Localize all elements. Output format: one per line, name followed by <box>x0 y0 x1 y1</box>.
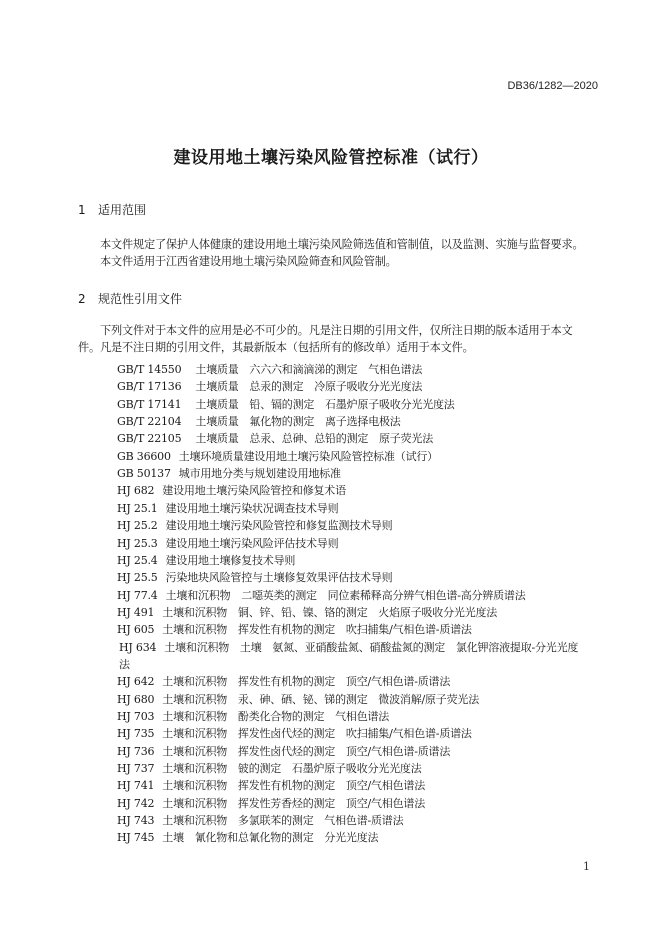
reference-code: HJ 642 <box>117 675 155 689</box>
reference-item <box>117 812 403 828</box>
reference-code: HJ 680 <box>117 692 155 706</box>
reference-code: GB 36600 <box>117 449 171 463</box>
reference-title: 土壤和沉积物 汞、砷、硒、铋、锑的测定 微波消解/原子荧光法 <box>162 692 480 706</box>
reference-title: 城市用地分类与规划建设用地标准 <box>178 467 341 481</box>
reference-item <box>117 430 433 446</box>
reference-item <box>117 604 497 620</box>
reference-title: 土壤环境质量建设用地土壤污染风险管控标准（试行） <box>178 449 438 463</box>
paragraph-scope-2: 本文件适用于江西省建设用地土壤污染风险筛查和风险管制。 <box>100 255 397 268</box>
reference-title: 建设用地土壤污染风险管控和修复术语 <box>162 484 346 498</box>
reference-item <box>117 673 450 689</box>
section-heading-1 <box>78 201 146 218</box>
section-number: 1 <box>78 203 86 217</box>
reference-item <box>117 569 392 585</box>
reference-title: 土壤质量 总汞的测定 冷原子吸收分光光度法 <box>195 380 423 394</box>
paragraph-references-intro-1: 下列文件对于本文件的应用是必不可少的。凡是注日期的引用文件，仅所注日期的版本适用于本文 <box>100 324 573 337</box>
reference-item <box>117 829 378 845</box>
reference-item <box>117 760 422 776</box>
reference-code: HJ 25.1 <box>117 501 158 515</box>
reference-code: HJ 741 <box>117 779 155 793</box>
reference-code: HJ 737 <box>117 762 155 776</box>
reference-title: 土壤和沉积物 挥发性有机物的测定 顶空/气相色谱-质谱法 <box>162 675 451 689</box>
reference-title: 土壤质量 六六六和滴滴涕的测定 气相色谱法 <box>195 363 423 376</box>
reference-item <box>117 517 392 533</box>
reference-code: HJ 25.5 <box>117 571 158 585</box>
reference-code: HJ 682 <box>117 484 155 498</box>
reference-item <box>117 552 295 568</box>
reference-code: HJ 703 <box>117 710 155 723</box>
reference-code: HJ 25.3 <box>117 536 158 550</box>
reference-title: 土壤和沉积物 挥发性卤代烃的测定 顶空/气相色谱-质谱法 <box>162 744 451 758</box>
reference-title: 土壤和沉积物 多氯联苯的测定 气相色谱-质谱法 <box>162 814 404 828</box>
section-title: 规范性引用文件 <box>98 292 183 306</box>
reference-title: 土壤质量 铅、镉的测定 石墨炉原子吸收分光光度法 <box>195 397 455 411</box>
reference-item <box>117 587 526 603</box>
reference-code: HJ 743 <box>117 814 155 828</box>
reference-title: 土壤和沉积物 铍的测定 石墨炉原子吸收分光光度法 <box>162 762 422 776</box>
reference-code: HJ 25.2 <box>117 519 158 533</box>
reference-title-continuation: 法 <box>119 657 130 671</box>
reference-title: 土壤和沉积物 挥发性卤代烃的测定 吹扫捕集/气相色谱-质谱法 <box>162 727 472 741</box>
reference-item <box>117 777 425 793</box>
reference-code: GB 50137 <box>117 467 171 481</box>
reference-title: 土壤质量 总汞、总砷、总铅的测定 原子荧光法 <box>195 432 434 446</box>
reference-code: GB/T 17141 <box>117 397 182 411</box>
reference-code: HJ 735 <box>117 727 155 741</box>
reference-code: HJ 605 <box>117 623 155 637</box>
reference-title: 土壤和沉积物 铜、锌、铅、镍、铬的测定 火焰原子吸收分光光度法 <box>162 605 498 619</box>
paragraph-scope-1: 本文件规定了保护人体健康的建设用地土壤污染风险筛选值和管制值，以及监测、实施与监督要求。 <box>100 238 584 251</box>
reference-title: 建设用地土壤污染风险评估技术导则 <box>165 536 339 550</box>
reference-item <box>117 448 438 464</box>
reference-title: 土壤和沉积物 挥发性有机物的测定 吹扫捕集/气相色谱-质谱法 <box>162 623 472 637</box>
reference-code: HJ 742 <box>117 796 155 810</box>
section-heading-2 <box>78 290 182 307</box>
reference-title: 土壤和沉积物 酚类化合物的测定 气相色谱法 <box>162 710 390 723</box>
reference-item <box>117 465 341 481</box>
reference-item <box>117 500 338 516</box>
paragraph-references-intro-2: 件。凡是不注日期的引用文件，其最新版本（包括所有的修改单）适用于本文件。 <box>78 341 474 354</box>
reference-title: 土壤和沉积物 挥发性有机物的测定 顶空/气相色谱法 <box>162 779 426 793</box>
reference-title: 土壤 氰化物和总氰化物的测定 分光光度法 <box>162 831 379 845</box>
reference-item <box>119 639 578 655</box>
section-title: 适用范围 <box>98 203 147 217</box>
page-number: 1 <box>583 860 590 873</box>
reference-code: HJ 745 <box>117 831 155 845</box>
reference-code: GB/T 14550 <box>117 363 182 376</box>
reference-code: HJ 491 <box>117 605 155 619</box>
reference-code: HJ 77.4 <box>117 588 158 602</box>
reference-title: 污染地块风险管控与土壤修复效果评估技术导则 <box>165 571 393 585</box>
reference-item <box>117 743 450 759</box>
reference-title: 土壤质量 氟化物的测定 离子选择电极法 <box>195 415 401 429</box>
reference-code: HJ 25.4 <box>117 553 158 567</box>
reference-title: 土壤和沉积物 挥发性芳香烃的测定 顶空/气相色谱法 <box>162 796 426 810</box>
reference-title: 建设用地土壤污染风险管控和修复监测技术导则 <box>165 519 393 533</box>
reference-title: 土壤和沉积物 土壤 氨氮、亚硝酸盐氮、硝酸盐氮的测定 氯化钾溶液提取-分光光度 <box>164 640 579 654</box>
reference-item <box>117 482 346 498</box>
section-number: 2 <box>78 292 86 306</box>
reference-item <box>117 691 479 707</box>
reference-item <box>117 378 422 394</box>
reference-item <box>117 396 455 412</box>
doc-code: DB36/1282—2020 <box>507 80 598 92</box>
reference-item <box>117 361 422 377</box>
reference-code: GB/T 17136 <box>117 380 182 394</box>
reference-title: 建设用地土壤修复技术导则 <box>165 553 296 567</box>
reference-item <box>117 413 401 429</box>
reference-item <box>117 621 472 637</box>
reference-item <box>117 795 425 811</box>
reference-item <box>117 708 389 724</box>
reference-title: 建设用地土壤污染状况调查技术导则 <box>165 501 339 515</box>
reference-code: HJ 736 <box>117 744 155 758</box>
reference-code: HJ 634 <box>119 640 157 654</box>
reference-code: GB/T 22104 <box>117 415 182 429</box>
reference-item <box>117 535 338 551</box>
reference-code: GB/T 22105 <box>117 432 182 446</box>
reference-item <box>117 725 472 741</box>
document-title: 建设用地土壤污染风险管控标准（试行） <box>173 148 489 168</box>
reference-title: 土壤和沉积物 二噁英类的测定 同位素稀释高分辨气相色谱-高分辨质谱法 <box>165 588 526 602</box>
